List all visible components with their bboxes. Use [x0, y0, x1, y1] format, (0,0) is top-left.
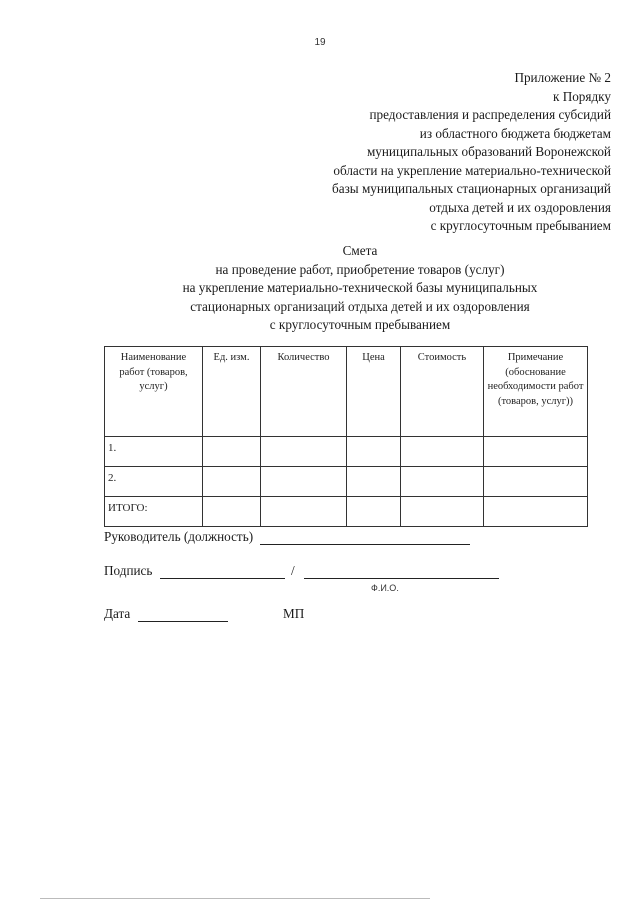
- table-cell[interactable]: [261, 437, 347, 467]
- title-line: на проведение работ, приобретение товаров (услуг): [215, 261, 505, 277]
- row-label: 2.: [105, 467, 203, 497]
- table-cell[interactable]: [484, 497, 588, 527]
- title-line: стационарных организаций отдыха детей и их оздоровления: [190, 298, 530, 314]
- signature-line: [104, 563, 499, 579]
- table-cell[interactable]: [401, 497, 484, 527]
- page-number: 19: [314, 37, 326, 48]
- appendix-line: отдыха детей и их оздоровления: [429, 199, 611, 215]
- table-cell[interactable]: [261, 467, 347, 497]
- appendix-line: муниципальных образований Воронежской: [366, 144, 611, 159]
- date-field[interactable]: [138, 621, 228, 622]
- appendix-line: области на укрепление материально-технической: [333, 162, 611, 178]
- table-row-total: [105, 497, 588, 527]
- date-label: Дата: [104, 606, 131, 621]
- table-cell[interactable]: [401, 437, 484, 467]
- column-header-note: Примечание (обоснование необходимости работ (товаров, услуг)): [484, 347, 588, 437]
- estimate-table: [104, 346, 588, 527]
- sign-label: Подпись: [104, 563, 153, 578]
- title-heading: Смета: [342, 243, 378, 258]
- table-row: [105, 437, 588, 467]
- table-row: [105, 467, 588, 497]
- head-label: Руководитель (должность): [104, 529, 254, 544]
- table-cell[interactable]: [484, 437, 588, 467]
- column-header-cost: Стоимость: [401, 347, 484, 437]
- appendix-header: [191, 69, 611, 236]
- head-position-field[interactable]: [260, 544, 470, 545]
- fio-caption: Ф.И.О.: [371, 583, 399, 593]
- fio-field[interactable]: [304, 578, 499, 579]
- slash-separator: /: [291, 563, 295, 578]
- table-cell[interactable]: [401, 467, 484, 497]
- column-header-unit: Ед. изм.: [203, 347, 261, 437]
- table-cell[interactable]: [484, 467, 588, 497]
- appendix-line: к Порядку: [552, 88, 611, 104]
- document-title: [140, 242, 580, 335]
- date-line: [104, 606, 228, 622]
- signature-field[interactable]: [160, 578, 285, 579]
- column-header-name: Наименование работ (товаров, услуг): [105, 347, 203, 437]
- table-cell[interactable]: [203, 497, 261, 527]
- table-header-row: [105, 347, 588, 437]
- table-cell[interactable]: [261, 497, 347, 527]
- appendix-line: с круглосуточным пребыванием: [430, 218, 611, 233]
- appendix-line: из областного бюджета бюджетам: [419, 125, 611, 141]
- table-cell[interactable]: [347, 497, 401, 527]
- table-cell[interactable]: [203, 437, 261, 467]
- bottom-divider: [40, 898, 430, 899]
- title-line: на укрепление материально-технической базы муниципальных: [182, 280, 538, 295]
- appendix-line: предоставления и распределения субсидий: [369, 107, 611, 122]
- head-signature-line: [104, 529, 470, 545]
- table-cell[interactable]: [203, 467, 261, 497]
- row-label-total: ИТОГО:: [105, 497, 203, 527]
- row-label: 1.: [105, 437, 203, 467]
- appendix-line: Приложение № 2: [514, 70, 611, 85]
- table-cell[interactable]: [347, 467, 401, 497]
- title-line: с круглосуточным пребыванием: [269, 317, 451, 332]
- column-header-price: Цена: [347, 347, 401, 437]
- appendix-line: базы муниципальных стационарных организаций: [332, 181, 611, 196]
- stamp-label: МП: [283, 606, 305, 621]
- column-header-quantity: Количество: [261, 347, 347, 437]
- table-cell[interactable]: [347, 437, 401, 467]
